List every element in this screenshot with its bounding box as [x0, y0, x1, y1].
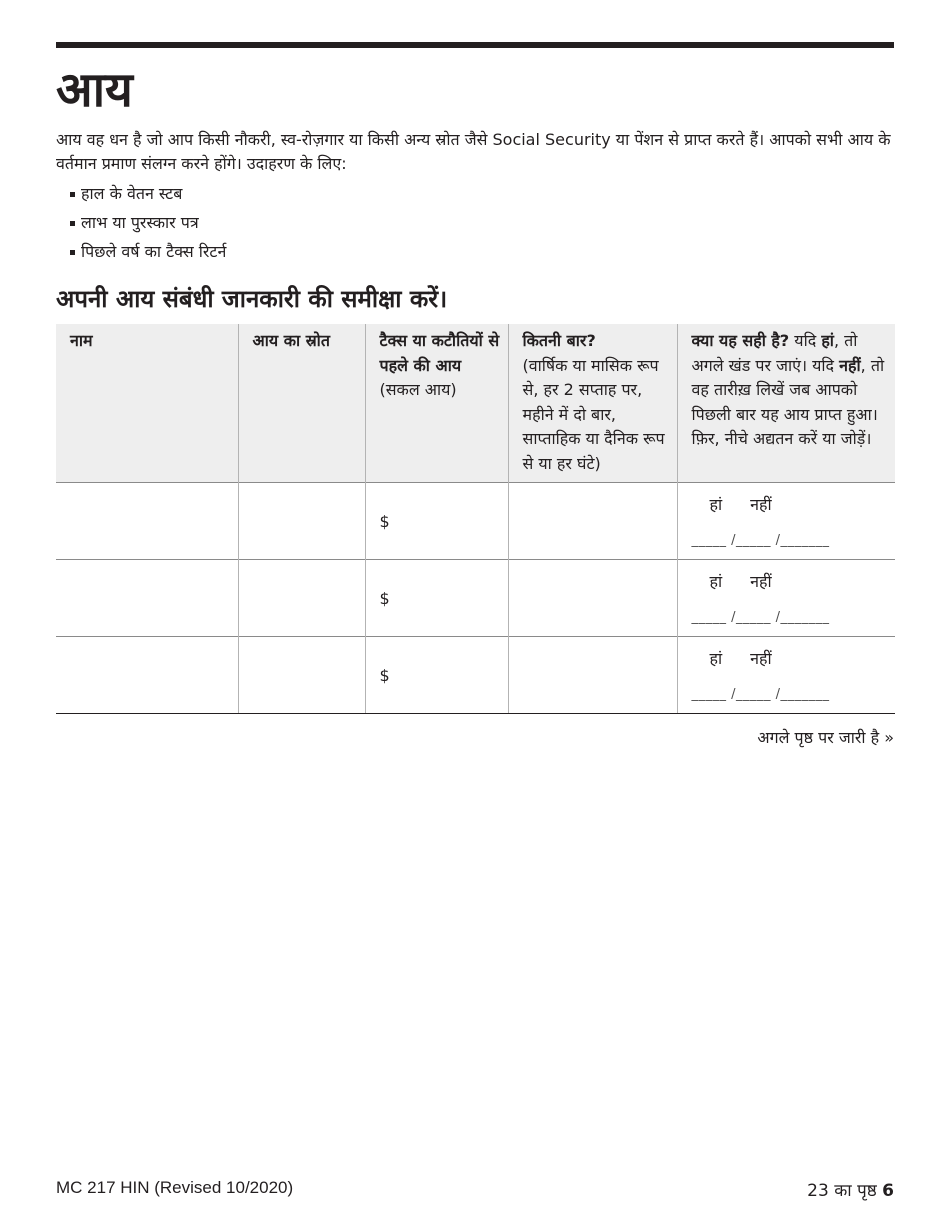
table-row: [56, 560, 895, 637]
no-option[interactable]: नहीं: [750, 572, 772, 591]
source-cell[interactable]: [238, 483, 365, 560]
yes-option[interactable]: हां: [709, 495, 723, 514]
list-item: हाल के वेतन स्टब: [70, 181, 226, 210]
bullet-icon: [70, 221, 75, 226]
currency-symbol: $: [379, 665, 390, 685]
form-id: MC 217 HIN (Revised 10/2020): [56, 1178, 294, 1197]
list-item: लाभ या पुरस्कार पत्र: [70, 210, 226, 239]
page-title: आय: [56, 62, 133, 118]
yes-no-choice: [710, 493, 800, 515]
source-cell[interactable]: [238, 560, 365, 637]
no-option[interactable]: नहीं: [750, 649, 772, 668]
table-row: [56, 483, 895, 560]
page-number: 23 का पृष्ठ 6: [807, 1181, 894, 1201]
col-header-gross-income: टैक्स या कटौतियों से पहले की आय (सकल आय): [365, 324, 508, 483]
table-row: [56, 637, 895, 714]
examples-list: [70, 181, 226, 268]
list-item: पिछले वर्ष का टैक्स रिटर्न: [70, 239, 226, 268]
yes-option[interactable]: हां: [709, 572, 723, 591]
is-correct-cell: [677, 483, 895, 560]
frequency-cell[interactable]: [508, 483, 677, 560]
bullet-icon: [70, 250, 75, 255]
gross-income-cell[interactable]: [365, 560, 508, 637]
col-header-source: आय का स्रोत: [238, 324, 365, 483]
intro-text: आय वह धन है जो आप किसी नौकरी, स्व-रोज़गार या किसी अन्य स्रोत जैसे Social Security या पेंशन से प्राप्त करते हैं। आपको सभी आय के वर्तमान प्रमाण संलग्न करने होंगे। उदाहरण के लिए:: [56, 130, 891, 173]
income-table: [56, 324, 895, 714]
yes-no-choice: [710, 570, 800, 592]
frequency-cell[interactable]: [508, 637, 677, 714]
date-field[interactable]: _____ /_____ /_______: [691, 610, 830, 625]
frequency-cell[interactable]: [508, 560, 677, 637]
bullet-icon: [70, 192, 75, 197]
is-correct-cell: [677, 637, 895, 714]
table-header-row: [56, 324, 895, 483]
name-cell[interactable]: [56, 483, 238, 560]
gross-income-cell[interactable]: [365, 483, 508, 560]
date-field[interactable]: _____ /_____ /_______: [691, 687, 830, 702]
currency-symbol: $: [379, 588, 390, 608]
name-cell[interactable]: [56, 637, 238, 714]
continued-note: अगले पृष्ठ पर जारी है »: [757, 728, 894, 747]
top-rule: [56, 42, 894, 48]
col-header-frequency: कितनी बार? (वार्षिक या मासिक रूप से, हर 2 सप्ताह पर, महीने में दो बार, साप्ताहिक या दैनिक रूप से या हर घंटे): [508, 324, 677, 483]
yes-option[interactable]: हां: [709, 649, 723, 668]
no-option[interactable]: नहीं: [750, 495, 772, 514]
col-header-is-correct: क्या यह सही है? यदि हां, तो अगले खंड पर जाएं। यदि नहीं, तो वह तारीख़ लिखें जब आपको पिछली बार यह आय प्राप्त हुआ। फ़िर, नीचे अद्यतन करें या जोड़ें।: [677, 324, 895, 483]
date-field[interactable]: _____ /_____ /_______: [691, 533, 830, 548]
source-cell[interactable]: [238, 637, 365, 714]
name-cell[interactable]: [56, 560, 238, 637]
is-correct-cell: [677, 560, 895, 637]
section-title: अपनी आय संबंधी जानकारी की समीक्षा करें।: [56, 285, 448, 313]
col-header-name: नाम: [56, 324, 238, 483]
gross-income-cell[interactable]: [365, 637, 508, 714]
yes-no-choice: [710, 647, 800, 669]
currency-symbol: $: [379, 511, 390, 531]
